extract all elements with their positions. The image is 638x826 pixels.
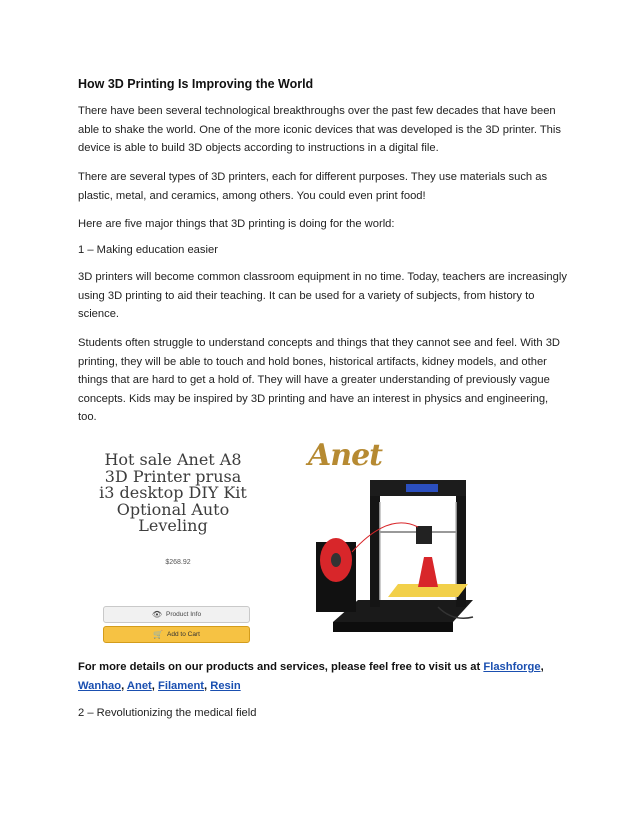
product-info-label: Product Info — [166, 611, 202, 618]
cart-icon: 🛒 — [153, 630, 164, 639]
anet-logo: Anet — [308, 438, 383, 473]
printed-object — [418, 557, 438, 587]
paragraph-five-things: Here are five major things that 3D printing is doing for the world: — [78, 218, 395, 230]
printer-illustration — [288, 432, 483, 646]
filament-strand — [352, 523, 418, 552]
paragraph-types: There are several types of 3D printers, each for different purposes. They use materials such as plastic, metal, and ceramics, among others. You could even print food! — [78, 171, 548, 202]
printer-base-front — [333, 622, 453, 632]
paragraph-intro: There have been several technological breakthroughs over the past few decades that have been able to shake the world. One of the more iconic devices that was developed is the 3D printer. This device is able to build 3D objects according to instructions in a digital file. — [78, 105, 561, 154]
link-anet[interactable]: Anet — [126, 680, 152, 692]
printer-lcd — [406, 484, 438, 492]
heading-education: 1 – Making education easier — [78, 244, 218, 256]
ad-price: $268.92 — [165, 559, 191, 566]
add-to-cart-label: Add to Cart — [167, 631, 200, 638]
ad-headline-line: Leveling — [138, 516, 208, 535]
product-info-button[interactable] — [103, 606, 250, 623]
link-resin[interactable]: Resin — [210, 680, 241, 692]
paragraph-classroom: 3D printers will become common classroom equipment in no time. Today, teachers are increasingly using 3D printing to aid their teaching. It can be used for a variety of subjects, from history to science. — [78, 271, 567, 320]
link-filament[interactable]: Filament — [158, 680, 205, 692]
ad-headline-line: Optional Auto — [116, 499, 230, 519]
printer-image — [288, 432, 483, 646]
ad-headline — [88, 452, 258, 535]
cta-paragraph: For more details on our products and services, please feel free to visit us at Flashforge, Wanhao, Anet, Filament, Resin — [78, 661, 544, 692]
ad-headline-line: i3 desktop DIY Kit — [99, 483, 247, 502]
printer-left-upright — [370, 482, 380, 607]
page-title: How 3D Printing Is Improving the World — [78, 77, 314, 91]
printer-extruder — [416, 526, 432, 544]
link-wanhao[interactable]: Wanhao — [78, 680, 122, 692]
link-flashforge[interactable]: Flashforge — [483, 661, 541, 673]
heading-medical: 2 – Revolutionizing the medical field — [78, 707, 257, 719]
spool-hub — [331, 553, 341, 567]
paragraph-students: Students often struggle to understand concepts and things that they cannot see and feel. With 3D printing, they will be able to touch and hold bones, historical artifacts, kidney models, and other things that are hard to get a hold of. They will have a greater understanding of previously vague concepts. Kids may be inspired by 3D printing and have an interest in physics and engineering, too. — [78, 337, 560, 423]
add-to-cart-button[interactable] — [103, 626, 250, 643]
cta-text: For more details on our products and services, please feel free to visit us at — [78, 661, 484, 673]
product-ad — [78, 432, 278, 647]
ad-headline-line: 3D Printer prusa — [104, 466, 242, 486]
ad-headline-line: Hot sale Anet A8 — [104, 450, 242, 469]
eye-icon: 👁 — [151, 610, 163, 619]
